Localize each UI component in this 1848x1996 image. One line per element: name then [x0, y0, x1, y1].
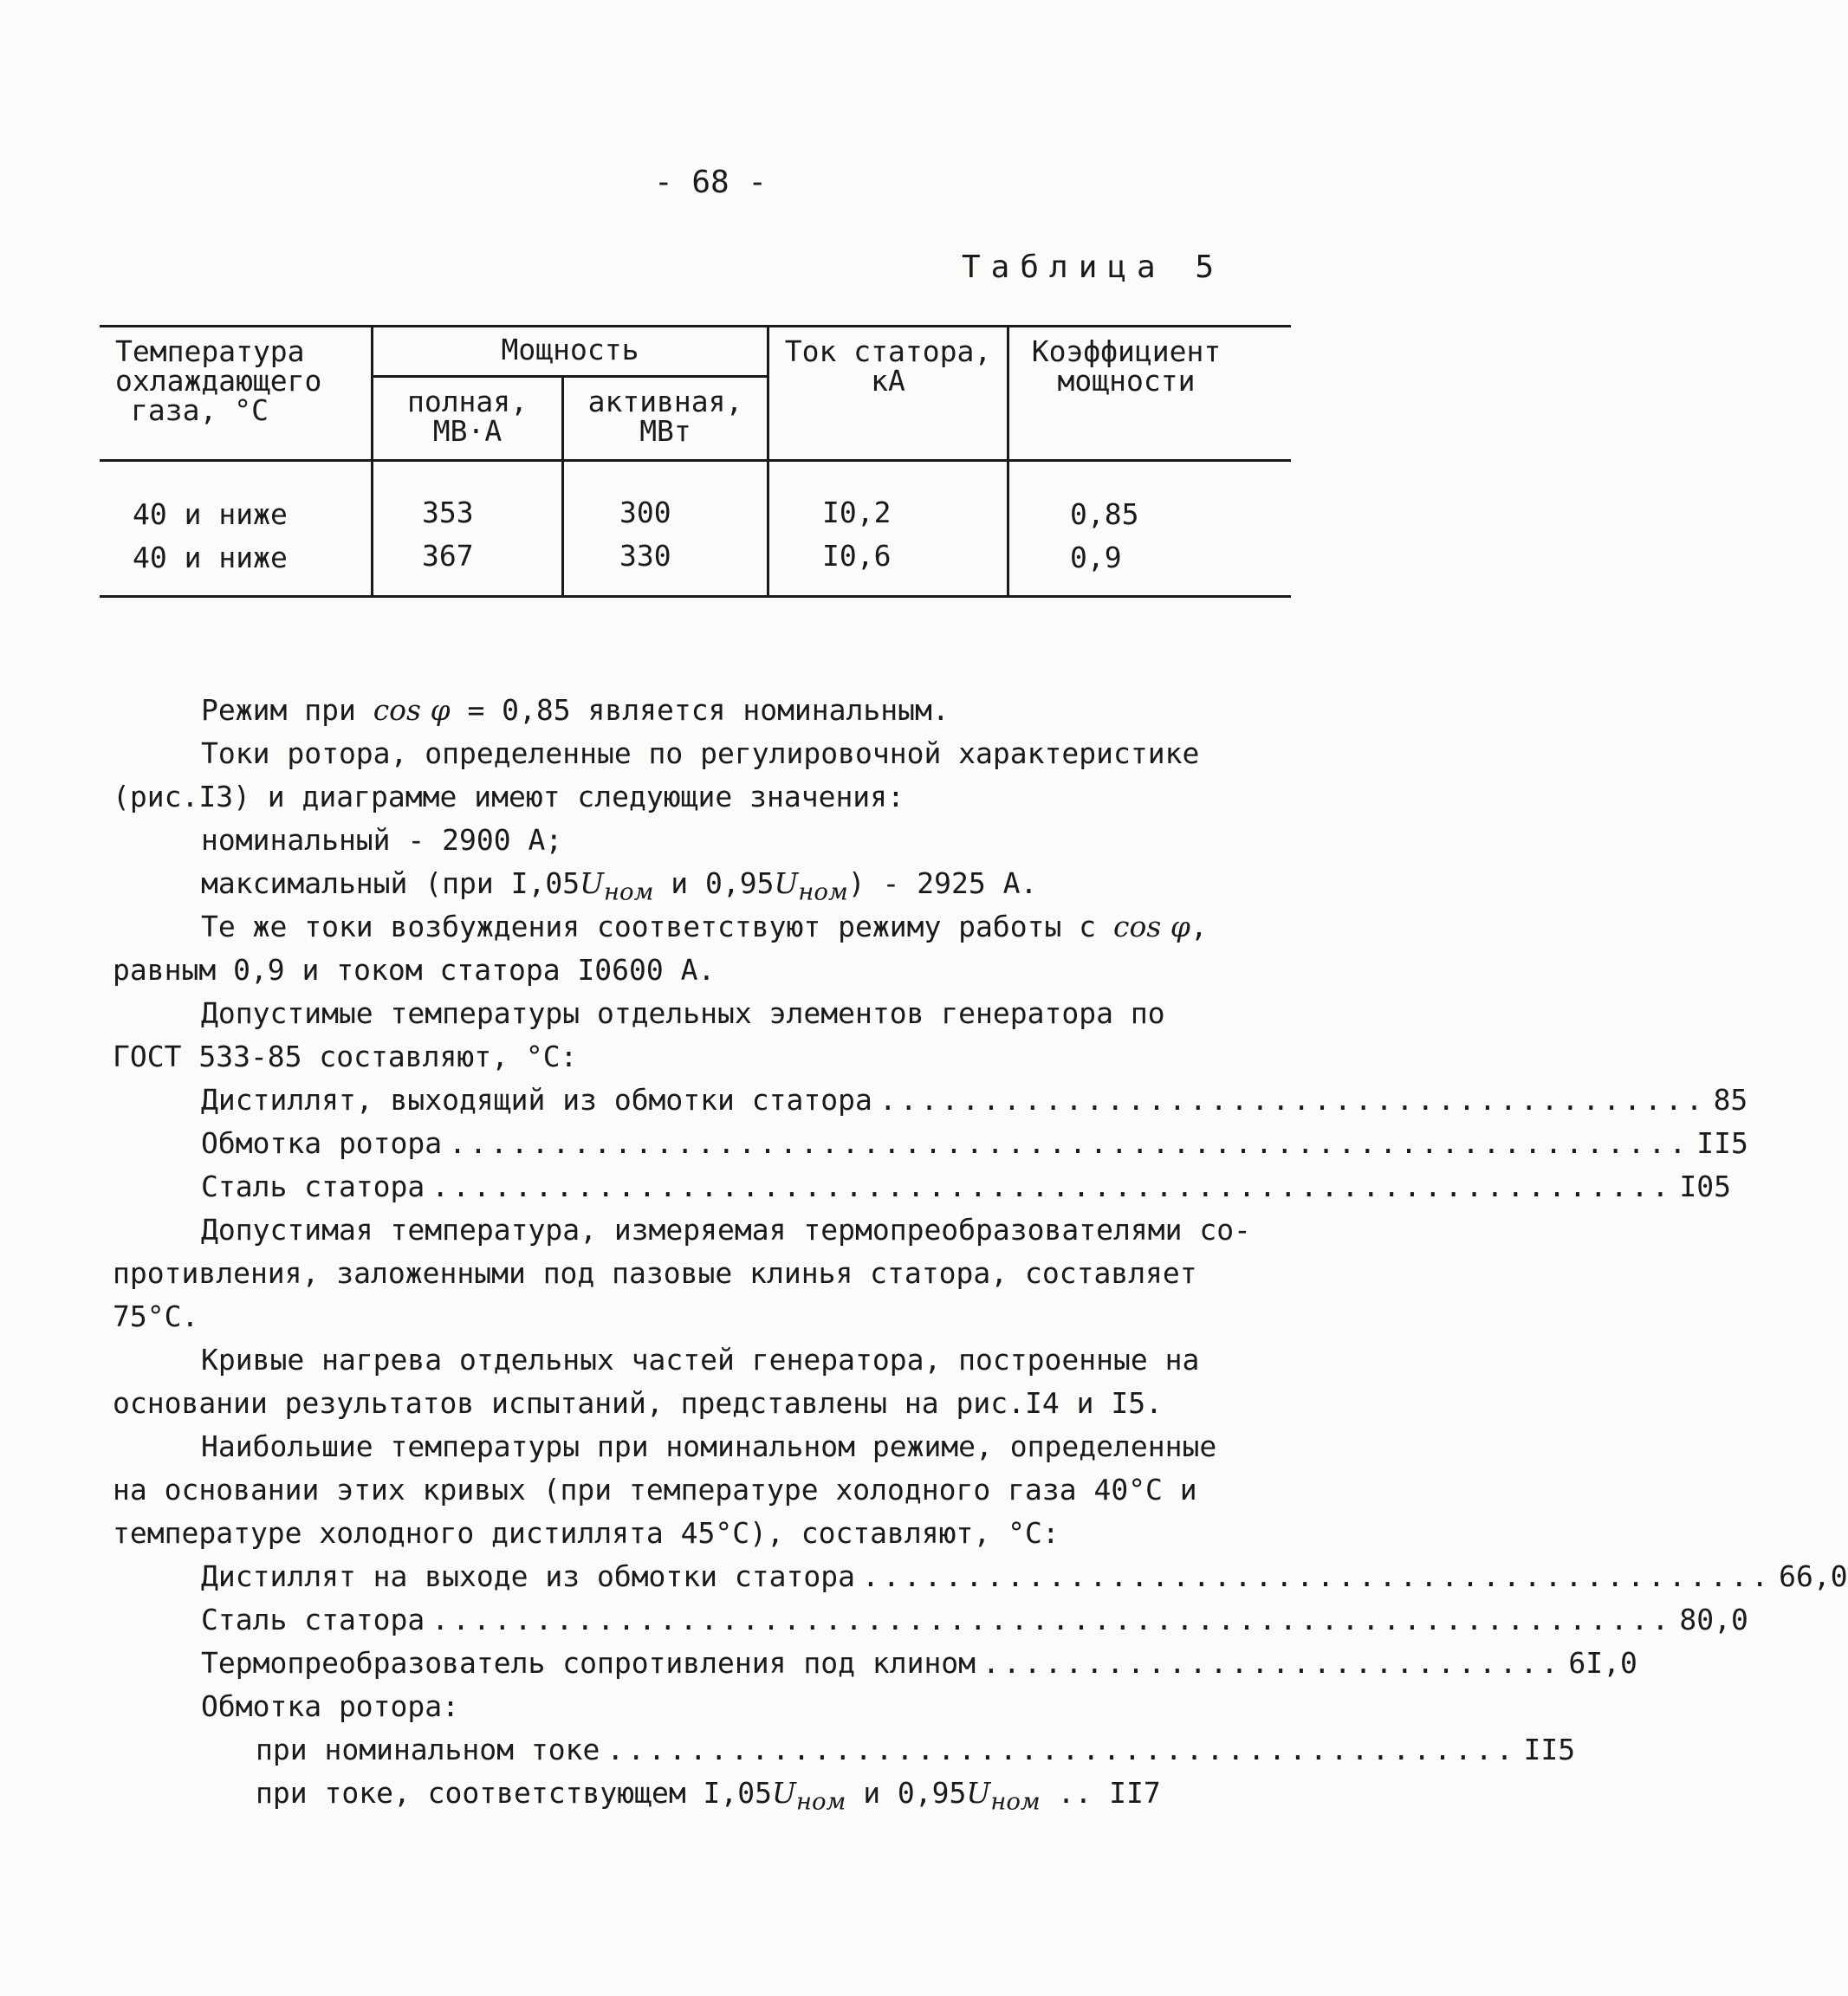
- list-item: при номинальном токе ............................................ II5: [256, 1733, 1576, 1766]
- paragraph-max-temps: температуре холодного дистиллята 45°С), составляют, °С:: [113, 1516, 1060, 1550]
- list-item: Обмотка ротора ............................................................ II5: [201, 1126, 1748, 1160]
- header-power-factor: Коэффициент мощности: [1031, 334, 1222, 398]
- list-item: Дистиллят на выходе из обмотки статора ............................................ 66,0: [201, 1559, 1848, 1593]
- paragraph-rotor-currents: (рис.I3) и диаграмме имеют следующие значения:: [113, 780, 905, 813]
- table-cell: 40 и ниже: [133, 541, 288, 574]
- paragraph-max-temps: на основании этих кривых (при температуре холодного газа 40°С и: [113, 1473, 1197, 1507]
- list-item: Дистиллят, выходящий из обмотки статора ........................................ 85: [201, 1083, 1748, 1117]
- rotor-winding-heading: Обмотка ротора:: [201, 1689, 460, 1723]
- table-cell: 0,9: [1070, 541, 1122, 574]
- table-header-rule: [100, 459, 1291, 462]
- list-item: Сталь статора ............................................................ I05: [201, 1170, 1731, 1203]
- paragraph-heating-curves: основании результатов испытаний, представлены на рис.I4 и I5.: [113, 1386, 1163, 1420]
- header-stator-current: Ток статора, кА: [784, 334, 992, 398]
- table-cell: 367: [422, 539, 474, 573]
- table-bottom-rule: [100, 595, 1291, 598]
- table-cell: I0,2: [822, 496, 892, 529]
- header-power: Мощность: [501, 333, 639, 366]
- paragraph-permissible-temps: Допустимые температуры отдельных элементов генератора по: [201, 996, 1165, 1030]
- table-cell: 0,85: [1070, 497, 1139, 531]
- header-power-active: активная, МВт: [587, 385, 743, 448]
- paragraph-excitation: равным 0,9 и током статора I0600 А.: [113, 953, 716, 987]
- table-cell: I0,6: [822, 539, 892, 573]
- paragraph-thermal-sensors: Допустимая температура, измеряемая термопреобразователями со-: [201, 1213, 1251, 1247]
- paragraph-rotor-currents: Токи ротора, определенные по регулировочной характеристике: [201, 736, 1200, 770]
- list-item: при токе, соответствующем $I,05U_{ном}$ и $0,95U_{ном}$ .. II7: [256, 1776, 1161, 1816]
- maximum-current: максимальный (при $I,05U_{ном}$ и $0,95U_{ном}) - 2925$ А.: [201, 866, 1038, 906]
- header-temperature: Температура охлаждающего газа, °С: [115, 334, 322, 427]
- paragraph-thermal-sensors: 75°С.: [113, 1299, 199, 1333]
- paragraph-max-temps: Наибольшие температуры при номинальном режиме, определенные: [201, 1429, 1217, 1463]
- table-5: [100, 325, 1291, 598]
- paragraph-heating-curves: Кривые нагрева отдельных частей генератора, построенные на: [201, 1343, 1200, 1377]
- table-divider: [371, 325, 373, 597]
- paragraph-permissible-temps: ГОСТ 533-85 составляют, °С:: [113, 1040, 578, 1073]
- power-subheader-rule: [373, 375, 767, 378]
- table-cell: 353: [422, 496, 474, 529]
- nominal-current: номинальный - 2900 А;: [201, 823, 563, 857]
- page-number: - 68 -: [654, 165, 768, 200]
- list-item: Термопреобразователь сопротивления под клином ............................ 6I,0: [201, 1646, 1637, 1680]
- paragraph-thermal-sensors: противления, заложенными под пазовые клинья статора, составляет: [113, 1256, 1197, 1290]
- table-cell: 300: [619, 496, 671, 529]
- list-item: Сталь статора ............................................................ 80,0: [201, 1603, 1748, 1636]
- table-cell: 330: [619, 539, 671, 573]
- paragraph-nominal-mode: Режим при cos φ = 0,85 является номинальным.: [201, 693, 950, 727]
- table-cell: 40 и ниже: [133, 497, 288, 531]
- header-power-full: полная, МВ·А: [406, 385, 528, 448]
- table-caption: Таблица 5: [962, 250, 1225, 285]
- table-top-rule: [100, 325, 1291, 327]
- paragraph-excitation: Те же токи возбуждения соответствуют режиму работы с cos φ,: [201, 910, 1208, 943]
